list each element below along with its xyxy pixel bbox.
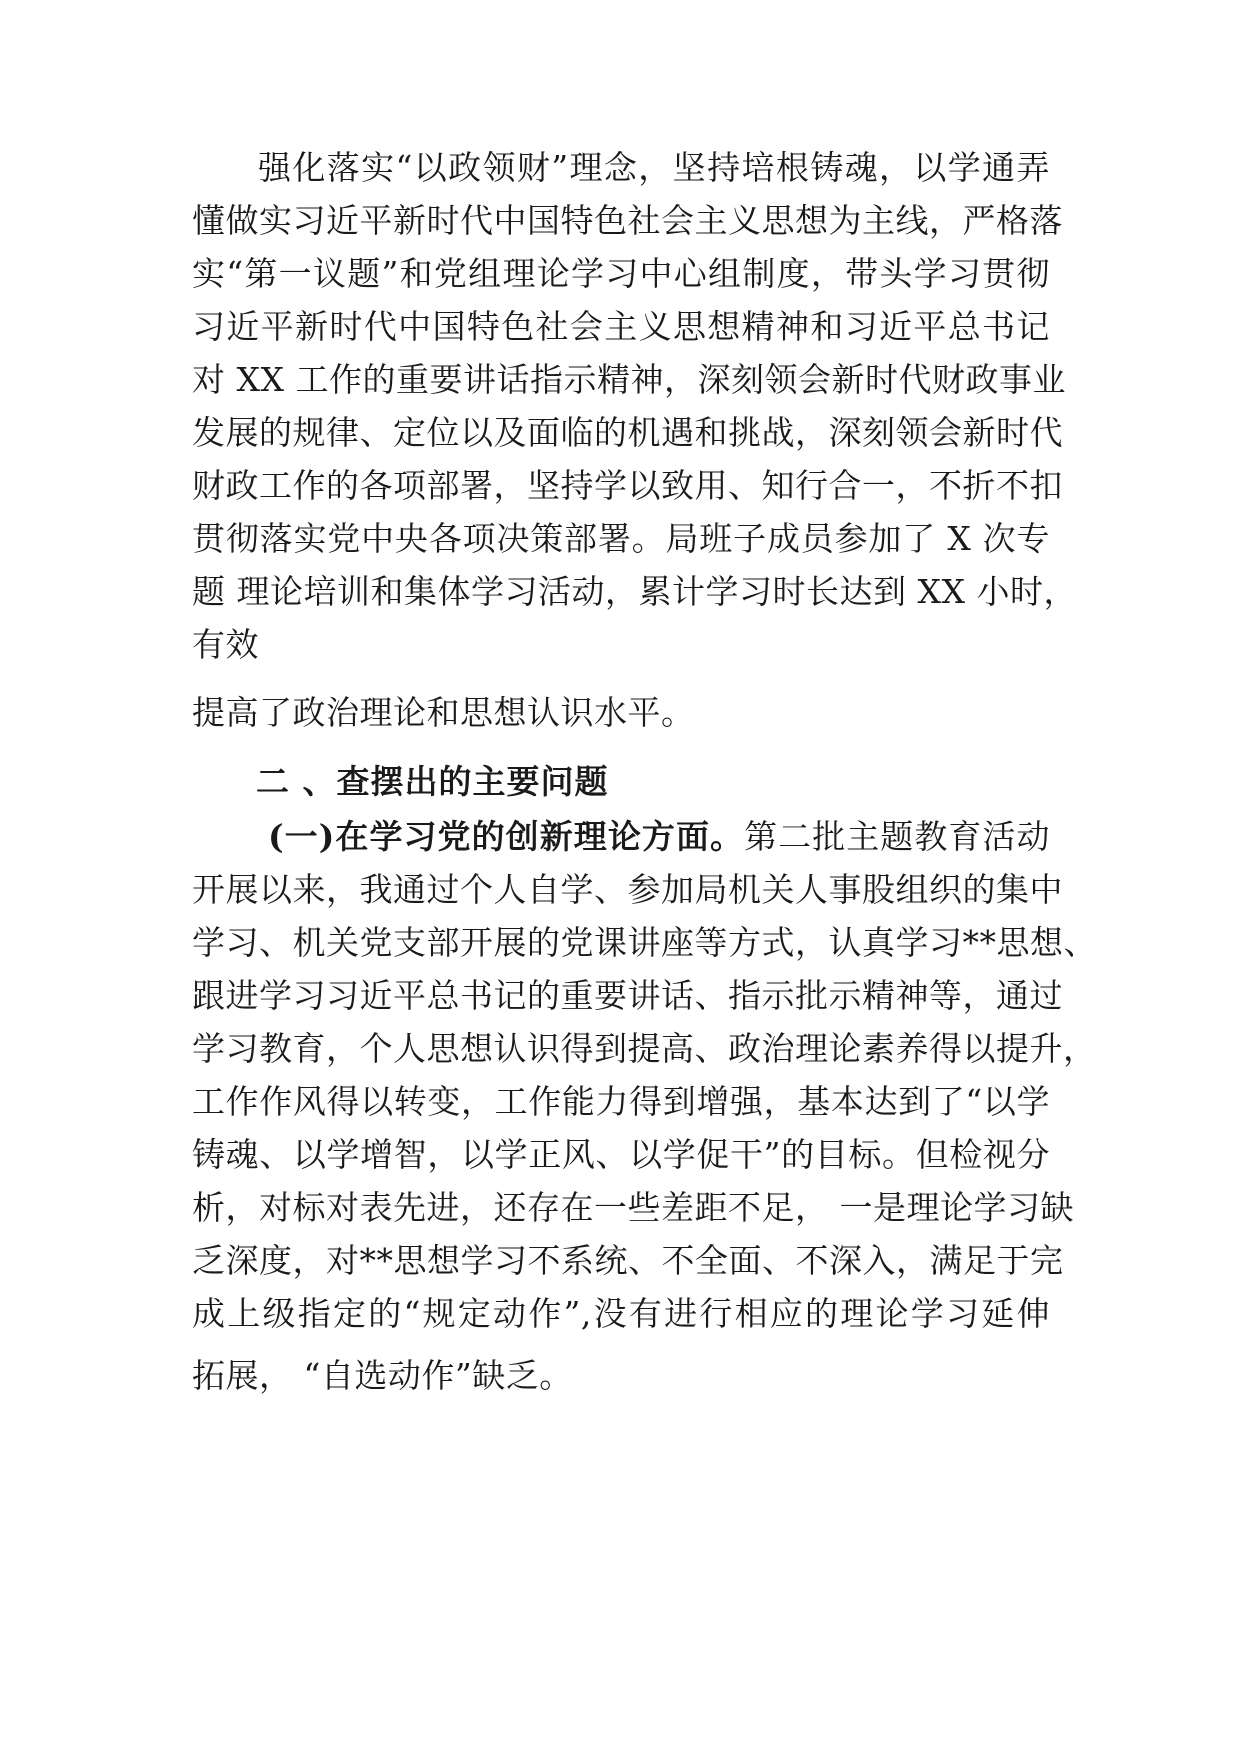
paragraph-line: 贯彻落实党中央各项决策部署。局班子成员参加了 X 次专 [192, 519, 1050, 558]
paragraph-bold-lead: (一)在学习党的创新理论方面。 [268, 817, 745, 856]
paragraph-line-text: 第二批主题教育活动 [744, 817, 1051, 856]
paragraph-line: 拓展， “自选动作”缺乏。 [192, 1356, 573, 1395]
paragraph-line [268, 815, 1050, 859]
paragraph-line: 发展的规律、定位以及面临的机遇和挑战，深刻领会新时代 [192, 413, 1063, 452]
paragraph-line: 提高了政治理论和思想认识水平。 [192, 693, 695, 732]
paragraph-line: 学习、机关党支部开展的党课讲座等方式，认真学习**思想、 [192, 923, 1097, 962]
paragraph-line: 对 XX 工作的重要讲话指示精神，深刻领会新时代财政事业 [192, 360, 1066, 399]
paragraph-line: 乏深度，对**思想学习不系统、不全面、不深入，满足于完 [192, 1241, 1064, 1280]
paragraph-line: 开展以来，我通过个人自学、参加局机关人事股组织的集中 [192, 870, 1063, 909]
paragraph-line: 铸魂、以学增智，以学正风、以学促干”的目标。但检视分 [192, 1135, 1050, 1174]
paragraph-line: 懂做实习近平新时代中国特色社会主义思想为主线，严格落 [192, 201, 1063, 240]
paragraph-line: 题 理论培训和集体学习活动，累计学习时长达到 XX 小时， [192, 572, 1077, 611]
paragraph-line: 析，对标对表先进，还存在一些差距不足， 一是理论学习缺 [192, 1188, 1074, 1227]
paragraph-line: 财政工作的各项部署，坚持学以致用、知行合一，不折不扣 [192, 466, 1063, 505]
paragraph-line: 成上级指定的“规定动作”,没有进行相应的理论学习延伸 [192, 1294, 1050, 1333]
paragraph-line: 强化落实“以政领财”理念，坚持培根铸魂，以学通弄 [258, 148, 1050, 187]
paragraph-line: 有效 [192, 625, 259, 664]
section-heading: 二 、查摆出的主要问题 [256, 762, 609, 801]
paragraph-line: 实“第一议题”和党组理论学习中心组制度，带头学习贯彻 [192, 254, 1050, 293]
paragraph-line: 跟进学习习近平总书记的重要讲话、指示批示精神等，通过 [192, 976, 1063, 1015]
paragraph-line: 习近平新时代中国特色社会主义思想精神和习近平总书记 [192, 307, 1050, 346]
paragraph-line: 工作作风得以转变，工作能力得到增强，基本达到了“以学 [192, 1082, 1050, 1121]
paragraph-line: 学习教育，个人思想认识得到提高、政治理论素养得以提升， [192, 1029, 1097, 1068]
